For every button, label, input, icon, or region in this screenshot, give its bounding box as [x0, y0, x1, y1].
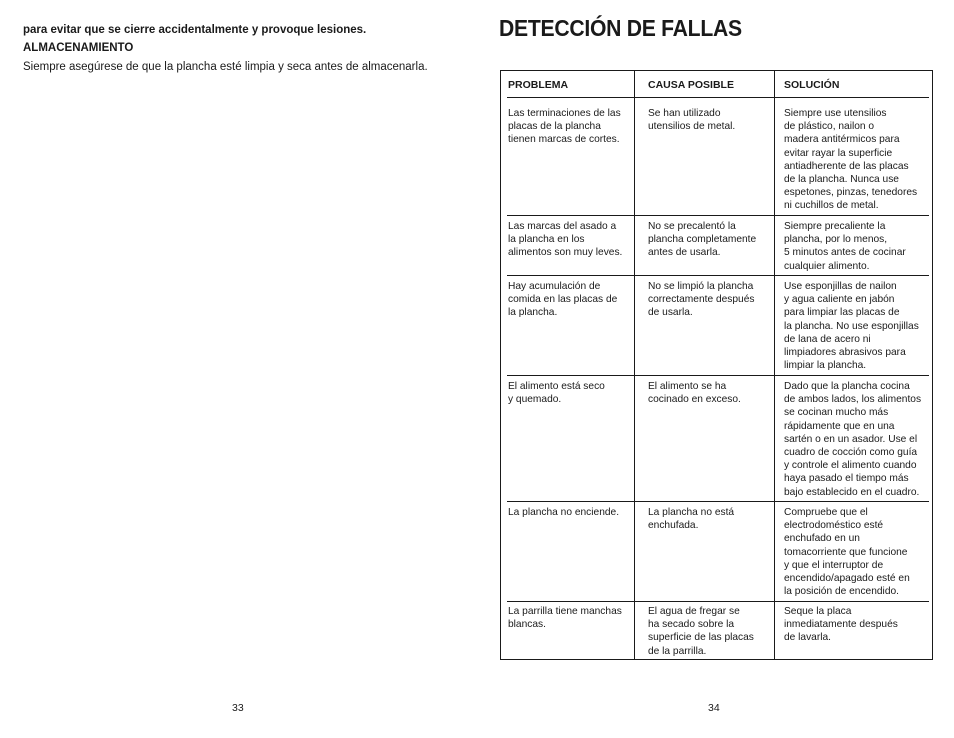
table-row-5-cause: La plancha no está enchufada.: [648, 507, 735, 532]
row-rule: [507, 275, 929, 276]
table-row-6-problem: La parrilla tiene manchas blancas.: [508, 606, 622, 631]
header-problem: PROBLEMA: [508, 79, 569, 91]
column-divider: [634, 71, 635, 659]
table-row-1-problem: Las terminaciones de las placas de la plancha tienen marcas de cortes.: [508, 108, 621, 146]
header-cause: CAUSA POSIBLE: [648, 79, 734, 91]
row-rule: [507, 215, 929, 216]
table-row-2-solution: Siempre precaliente la plancha, por lo menos, 5 minutos antes de cocinar cualquier alimento.: [784, 221, 906, 272]
table-row-5-solution: Compruebe que el electrodoméstico esté enchufado en un tomacorriente que funcione y que el interruptor de encendido/apagado esté en la posición de encendido.: [784, 507, 910, 598]
row-rule: [507, 375, 929, 376]
table-row-4-cause: El alimento se ha cocinado en exceso.: [648, 381, 741, 406]
table-row-4-problem: El alimento está seco y quemado.: [508, 381, 605, 406]
storage-heading: ALMACENAMIENTO: [23, 42, 134, 54]
table-row-5-problem: La plancha no enciende.: [508, 507, 620, 518]
header-rule: [507, 97, 929, 98]
table-row-3-problem: Hay acumulación de comida en las placas de la plancha.: [508, 281, 618, 319]
table-row-1-cause: Se han utilizado utensilios de metal.: [648, 108, 736, 133]
table-row-2-problem: Las marcas del asado a la plancha en los alimentos son muy leves.: [508, 221, 623, 259]
table-row-2-cause: No se precalentó la plancha completamente antes de usarla.: [648, 221, 757, 259]
page-number-right: 34: [708, 702, 720, 714]
page-number-left: 33: [232, 702, 244, 714]
row-rule: [507, 601, 929, 602]
troubleshooting-table: [500, 70, 933, 660]
table-row-3-cause: No se limpió la plancha correctamente después de usarla.: [648, 281, 755, 319]
table-row-6-cause: El agua de fregar se ha secado sobre la superficie de las placas de la parrilla.: [648, 606, 754, 657]
table-row-6-solution: Seque la placa inmediatamente después de lavarla.: [784, 606, 898, 644]
storage-text: Siempre asegúrese de que la plancha esté limpia y seca antes de almacenarla.: [23, 61, 428, 73]
header-solution: SOLUCIÓN: [784, 79, 840, 91]
row-rule: [507, 501, 929, 502]
table-row-3-solution: Use esponjillas de nailon y agua caliente en jabón para limpiar las placas de la plancha. No use esponjillas de lana de acero ni limpiadores abrasivos para limpiar la plancha.: [784, 281, 919, 372]
page-title: DETECCIÓN DE FALLAS: [499, 15, 742, 41]
column-divider: [774, 71, 775, 659]
table-row-1-solution: Siempre use utensilios de plástico, nailon o madera antitérmicos para evitar rayar la superficie antiadherente de las placas de la plancha. Nunca use espetones, pinzas, tenedores ni cuchillos de metal.: [784, 108, 918, 212]
table-row-4-solution: Dado que la plancha cocina de ambos lados, los alimentos se cocinan mucho más rápidamente que en una sartén o en un asador. Use el cuadro de cocción como guía y controle el alimento cuando haya pasado el tiempo más bajo establecido en el cuadro.: [784, 381, 922, 498]
warning-line: para evitar que se cierre accidentalmente y provoque lesiones.: [23, 24, 367, 36]
